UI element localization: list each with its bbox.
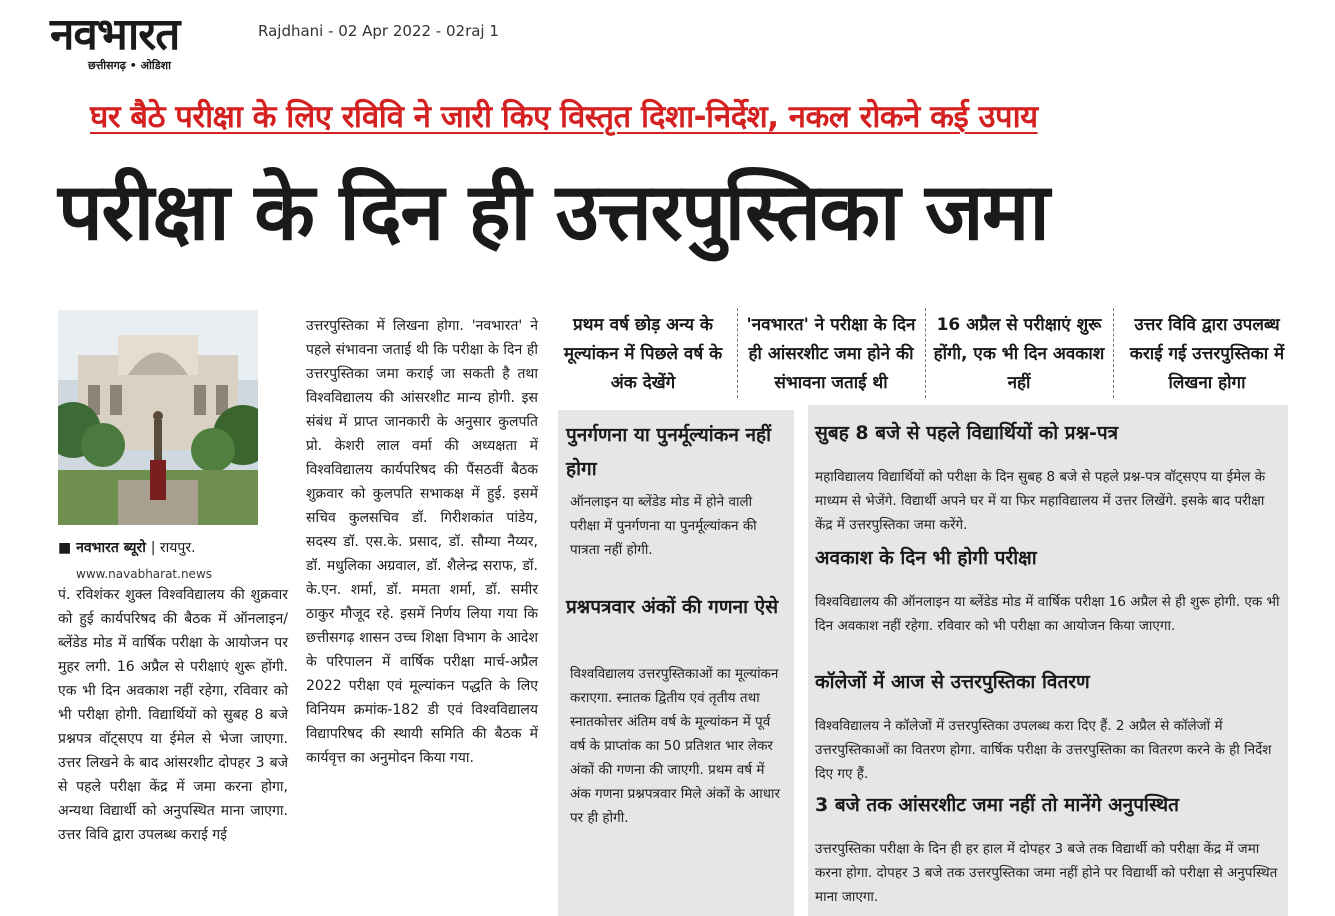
section-heading: 3 बजे तक आंसरशीट जमा नहीं तो मानेंगे अनुपस्थित <box>815 794 1179 816</box>
section-body: ऑनलाइन या ब्लेंडेड मोड में होने वाली परीक्षा में पुनर्गणना या पुनर्मूल्यांकन की पात्रता नहीं होगी. <box>570 494 757 558</box>
byline <box>58 538 268 557</box>
section-body: विश्वविद्यालय उत्तरपुस्तिकाओं का मूल्यांकन कराएगा. स्नातक द्वितीय एवं तृतीय तथा स्नातकोत्तर अंतिम वर्ष के मूल्यांकन में पूर्व वर्ष के प्राप्तांक का 50 प्रतिशत भार लेकर अंकों की गणना की जाएगी. प्रथम वर्ष में अंक गणना प्रश्नपत्रवार मिले अंकों के आधार पर ही होगी. <box>570 666 781 826</box>
divider <box>925 308 926 398</box>
highlight-box: 16 अप्रैल से परीक्षाएं शुरू होंगी, एक भी दिन अवकाश नहीं <box>933 314 1105 393</box>
byline-place: | रायपुर. <box>150 540 196 556</box>
university-photo <box>58 310 258 525</box>
highlight-box: प्रथम वर्ष छोड़ अन्य के मूल्यांकन में पिछले वर्ष के अंक देखेंगे <box>563 314 723 393</box>
section-heading: कॉलेजों में आज से उत्तरपुस्तिका वितरण <box>815 671 1090 693</box>
kicker-headline: घर बैठे परीक्षा के लिए रविवि ने जारी किए विस्तृत दिशा-निर्देश, नकल रोकने कई उपाय <box>90 99 1038 135</box>
section-body: विश्वविद्यालय की ऑनलाइन या ब्लेंडेड मोड में वार्षिक परीक्षा 16 अप्रैल से ही शुरू होगी. एक भी दिन अवकाश नहीं रहेगा. रविवार को भी परीक्षा का आयोजन किया जाएगा. <box>815 594 1280 634</box>
highlight-box: 'नवभारत' ने परीक्षा के दिन ही आंसरशीट जमा होने की संभावना जताई थी <box>746 314 916 393</box>
highlight-box: उत्तर विवि द्वारा उपलब्ध कराई गई उत्तरपुस्तिका में लिखना होगा <box>1129 314 1285 393</box>
edition-info: Rajdhani - 02 Apr 2022 - 02raj 1 <box>258 22 499 40</box>
section-body: विश्वविद्यालय ने कॉलेजों में उत्तरपुस्तिका उपलब्ध करा दिए हैं. 2 अप्रैल से कॉलेजों में उत्तरपुस्तिकाओं का वितरण होगा. वार्षिक परीक्षा के उत्तरपुस्तिका का वितरण करने के ही निर्देश दिए गए हैं. <box>815 718 1272 782</box>
section-heading: अवकाश के दिन भी होगी परीक्षा <box>815 547 1037 569</box>
website-url: www.navabharat.news <box>76 567 213 581</box>
section-heading: प्रश्नपत्रवार अंकों की गणना ऐसे <box>566 596 779 618</box>
section-heading: सुबह 8 बजे से पहले विद्यार्थियों को प्रश्न-पत्र <box>815 422 1119 444</box>
article-column-1: पं. रविशंकर शुक्ल विश्वविद्यालय की शुक्रवार को हुई कार्यपरिषद की बैठक में ऑनलाइन/ ब्लेंडेड मोड में वार्षिक परीक्षा के आयोजन पर मुहर लगी. 16 अप्रैल से परीक्षाएं शुरू होंगी. एक भी दिन अवकाश नहीं रहेगा, रविवार को भी परीक्षा होगी. विद्यार्थियों को सुबह 8 बजे प्रश्नपत्र वॉट्सएप या ईमेल से भेजा जाएगा. उत्तर लिखने के बाद आंसरशीट दोपहर 3 बजे से पहले परीक्षा केंद्र में जमा करना होगा, अन्यथा विद्यार्थी को अनुपस्थित माना जाएगा. उत्तर विवि द्वारा उपलब्ध कराई गई <box>58 587 288 843</box>
section-heading: पुनर्गणना या पुनर्मूल्यांकन नहीं होगा <box>566 424 772 480</box>
newspaper-logo: नवभारत <box>50 9 180 60</box>
divider <box>1113 308 1114 398</box>
divider <box>737 308 738 398</box>
newspaper-region: छत्तीसगढ़ • ओडिशा <box>88 59 171 72</box>
byline-name: ■ नवभारत ब्यूरो <box>58 540 146 556</box>
article-column-2: उत्तरपुस्तिका में लिखना होगा. 'नवभारत' ने पहले संभावना जताई थी कि परीक्षा के दिन ही उत्तरपुस्तिका जमा कराई जा सकती है तथा विश्वविद्यालय की आंसरशीट मान्य होगी. इस संबंध में प्राप्त जानकारी के अनुसार कुलपति प्रो. केशरी लाल वर्मा की अध्यक्षता में विश्वविद्यालय कार्यपरिषद की पैंसठवीं बैठक शुक्रवार को कुलपति सभाकक्ष में हुई. इसमें सचिव कुलसचिव डॉ. गिरीशकांत पांडेय, सदस्य डॉ. एस.के. प्रसाद, डॉ. सौम्या नैय्यर, डॉ. मधुलिका अग्रवाल, डॉ. शैलेन्द्र सराफ, डॉ. के.एन. शर्मा, डॉ. ममता शर्मा, डॉ. समीर ठाकुर मौजूद रहे. इसमें निर्णय लिया गया कि छत्तीसगढ़ शासन उच्च शिक्षा विभाग के आदेश के परिपालन में वार्षिक परीक्षा मार्च-अप्रैल 2022 परीक्षा एवं मूल्यांकन पद्धति के लिए विनियम क्रमांक-182 डी एवं विश्वविद्यालय विद्यापरिषद की स्थायी समिति की बैठक में कार्यवृत्त का अनुमोदन किया गया. <box>306 318 538 766</box>
section-body: उत्तरपुस्तिका परीक्षा के दिन ही हर हाल में दोपहर 3 बजे तक विद्यार्थी को परीक्षा केंद्र में जमा करना होगा. दोपहर 3 बजे तक उत्तरपुस्तिका जमा नहीं होने पर विद्यार्थी को परीक्षा से अनुपस्थित माना जाएगा. <box>815 841 1278 905</box>
section-body: महाविद्यालय विद्यार्थियों को परीक्षा के दिन सुबह 8 बजे से पहले प्रश्न-पत्र वॉट्सएप या ईमेल के माध्यम से भेजेंगे. विद्यार्थी अपने घर में या फिर महाविद्यालय में उत्तर लिखेंगे. इसके बाद परीक्षा केंद्र में उत्तरपुस्तिका जमा करेंगे. <box>815 469 1266 533</box>
main-headline: परीक्षा के दिन ही उत्तरपुस्तिका जमा <box>58 166 1049 258</box>
university-building-image <box>58 310 258 525</box>
masthead <box>50 10 250 80</box>
